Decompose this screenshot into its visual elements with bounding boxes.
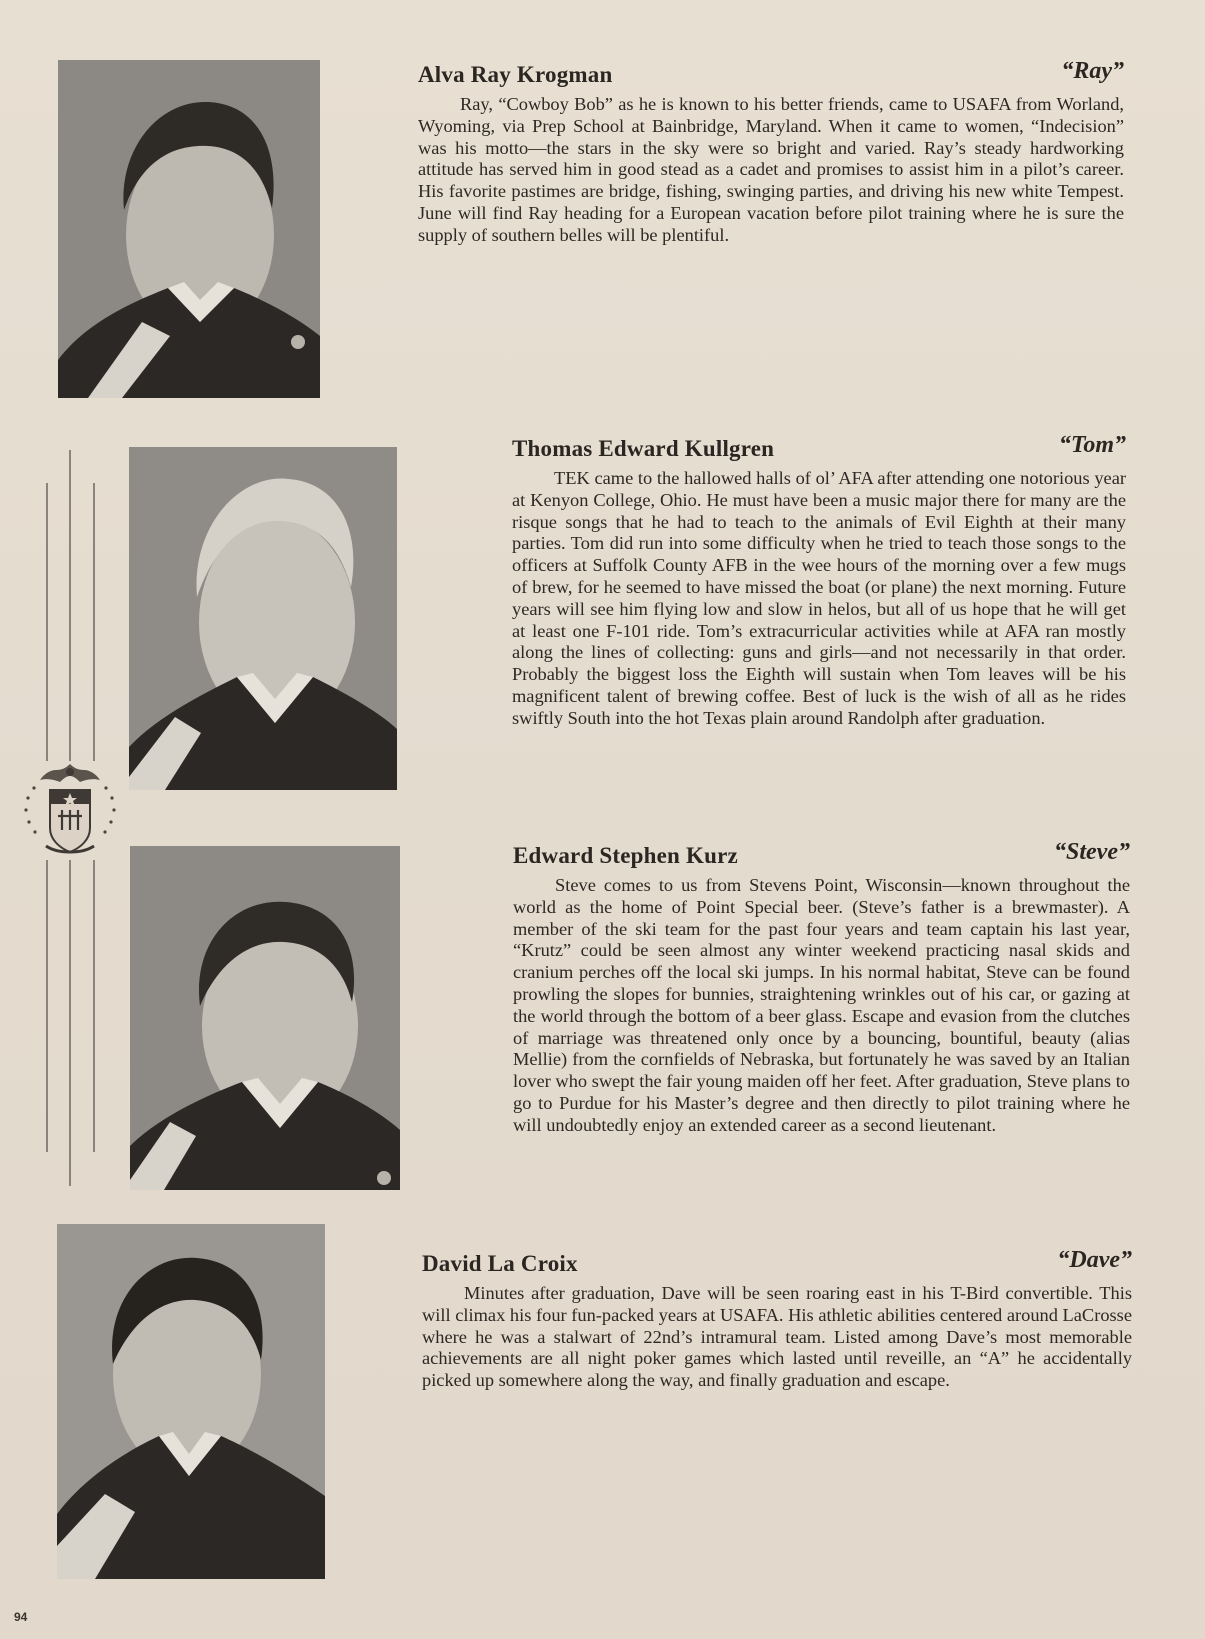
cadet-name: Alva Ray Krogman — [418, 62, 613, 87]
decorative-rule-inner-lower — [93, 860, 95, 1152]
cadet-entry — [418, 58, 1124, 247]
cadet-nickname: “Steve” — [1054, 839, 1130, 865]
portrait-photo — [129, 447, 397, 790]
cadet-nickname: “Tom” — [1058, 432, 1126, 458]
name-row — [512, 432, 1126, 468]
cadet-biography: Minutes after graduation, Dave will be seen roaring east in his T-Bird convertible. This will climax his four fun-packed years at USAFA. His athletic abilities centered around LaCrosse where he was a stalwart of 22nd’s intramural team. Listed among Dave’s most memorable achievements are all night poker games which lasted until reveille, an “A” he accidentally picked up somewhere along the way, and finally graduation and escape. — [422, 1283, 1132, 1391]
name-row — [513, 839, 1130, 875]
decorative-rule-outer-lower — [46, 860, 48, 1152]
portrait-photo — [130, 846, 400, 1190]
portrait-photo — [58, 60, 320, 398]
cadet-entry — [513, 839, 1130, 1137]
cadet-name: Edward Stephen Kurz — [513, 843, 738, 868]
cadet-entry — [422, 1247, 1132, 1392]
portrait-photo — [57, 1224, 325, 1579]
cadet-entry — [512, 432, 1126, 730]
cadet-name: Thomas Edward Kullgren — [512, 436, 775, 461]
portrait-illustration — [129, 447, 397, 790]
cadet-biography: TEK came to the hallowed halls of ol’ AFA after attending one notorious year at Kenyon College, Ohio. He must have been a music major there for many are the risque songs that he had to teach to the animals of Evil Eighth at their many parties. Tom did run into some difficulty when he tried to teach those songs to the officers at Suffolk County AFB in the wee hours of the morning over a few mugs of brew, for he seemed to have missed the boat (or plane) the next morning. Future years will see him flying low and slow in helos, but all of us hope that he will get at least one F-101 ride. Tom’s extracurricular activities while at AFA ran mostly along the lines of collecting: guns and girls—and not necessarily in that order. Probably the biggest loss the Eighth will sustain when Tom leaves will be his magnificent talent of brewing coffee. Best of luck is the wish of all as he rides swiftly South into the hot Texas plain around Randolph after graduation. — [512, 468, 1126, 728]
cadet-biography: Ray, “Cowboy Bob” as he is known to his better friends, came to USAFA from Worland, Wyoming, via Prep School at Bainbridge, Maryland. When it came to women, “Indecision” was his motto—the stars in the sky were so bright and varied. Ray’s steady hardworking attitude has served him in good stead as a cadet and promises to assist him in a pilot’s career. His favorite pastimes are bridge, fishing, swinging parties, and driving his new white Tempest. June will find Ray heading for a European vacation before pilot training where he is sure the supply of southern belles will be plentiful. — [418, 94, 1124, 245]
cadet-name: David La Croix — [422, 1251, 578, 1276]
name-row — [418, 58, 1124, 94]
portrait-illustration — [58, 60, 320, 398]
portrait-illustration — [130, 846, 400, 1190]
portrait-illustration — [57, 1224, 325, 1579]
decorative-rule-inner — [93, 483, 95, 761]
decorative-rule-middle — [69, 450, 71, 761]
decorative-rule-middle-lower — [69, 860, 71, 1186]
academy-crest-icon — [20, 758, 120, 858]
cadet-nickname: “Dave” — [1057, 1247, 1132, 1273]
decorative-rule-outer — [46, 483, 48, 761]
page-number: 94 — [14, 1610, 28, 1624]
cadet-biography: Steve comes to us from Stevens Point, Wisconsin—known throughout the world as the home of Point Special beer. (Steve’s father is a brewmaster). A member of the ski team for the past four years and team captain his last year, “Krutz” could be seen almost any winter weekend practicing nasal skids and cranium perches off the local ski jumps. In his normal habitat, Steve can be found prowling the slopes for bunnies, straightening wrinkles out of his car, or gazing at the world through the bottom of a beer glass. Escape and evasion from the clutches of marriage was threatened only once by a bouncing, bountiful, beauty (alias Mellie) from the cornfields of Nebraska, but fortunately he was saved by an Italian lover who swept the fair young maiden off her feet. After graduation, Steve plans to go to Purdue for his Master’s degree and then directly to pilot training where he will undoubtedly enjoy an extended career as a second lieutenant. — [513, 875, 1130, 1135]
name-row — [422, 1247, 1132, 1283]
cadet-nickname: “Ray” — [1061, 58, 1124, 84]
